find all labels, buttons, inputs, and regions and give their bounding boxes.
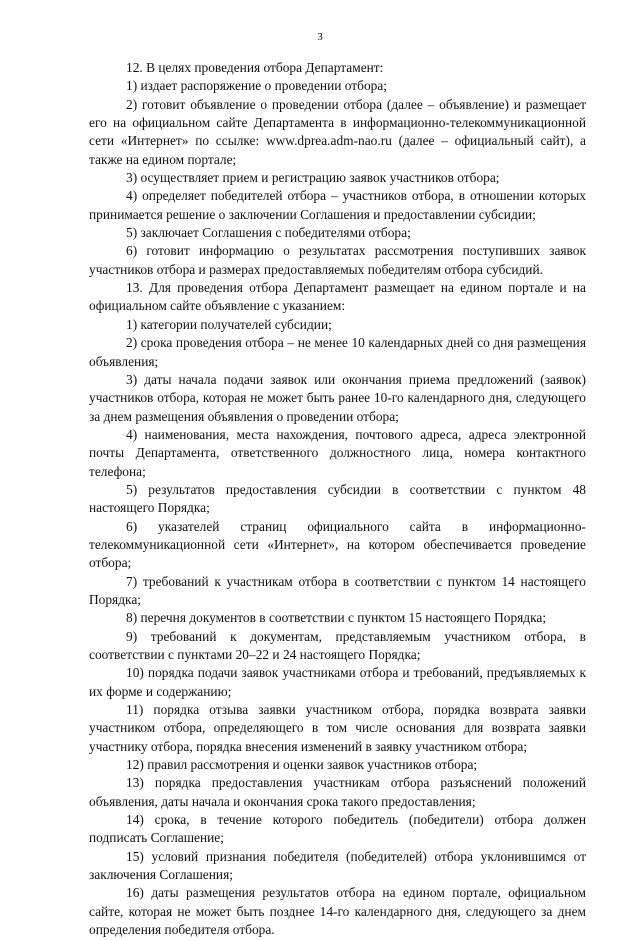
list-item-12-3: 3) осуществляет прием и регистрацию заявок участников отбора; <box>126 170 500 186</box>
list-item-13-12: 12) правил рассмотрения и оценки заявок участников отбора; <box>126 757 478 773</box>
list-item-13-1: 1) категории получателей субсидии; <box>126 316 332 332</box>
list-item-12-1: 1) издает распоряжение о проведении отбора; <box>126 78 388 94</box>
list-item-13-5: 5) результатов предоставления субсидии в соответствии с пунктом 48 настоящего Порядка; <box>89 481 586 516</box>
list-item-12-6: 6) готовит информацию о результатах рассмотрения поступивших заявок участников отбора и размерах предоставляемых победителям отбора субсидий. <box>89 243 586 277</box>
list-item-13-4: 4) наименования, места нахождения, почтового адреса, адреса электронной почты Департамента, ответственного должностного лица, номера контактного телефона; <box>89 426 586 479</box>
list-item-12-5: 5) заключает Соглашения с победителями отбора; <box>126 225 411 241</box>
list-item-13-8: 8) перечня документов в соответствии с пунктом 15 настоящего Порядка; <box>126 610 547 626</box>
list-item-13-7: 7) требований к участникам отбора в соответствии с пунктом 14 настоящего Порядка; <box>89 573 586 607</box>
list-item-13-16: 16) даты размещения результатов отбора на едином портале, официальном сайте, которая не может быть позднее 14-го календарного дня, следующего за днем определения победителя отбора. <box>89 885 586 938</box>
document-body <box>89 59 586 940</box>
list-item-13-6: 6) указателей страниц официального сайта в информационно-телекоммуникационной сети «Интернет», на котором обеспечивается проведение отбора; <box>89 518 586 571</box>
page-number: 3 <box>317 31 323 43</box>
list-item-13-10: 10) порядка подачи заявок участниками отбора и требований, предъявляемых к их форме и содержанию; <box>89 665 586 699</box>
list-item-13-2: 2) срока проведения отбора – не менее 10 календарных дней со дня размещения объявления; <box>89 335 586 369</box>
list-item-13-15: 15) условий признания победителя (победителей) отбора уклонившимся от заключения Соглашения; <box>89 848 586 883</box>
paragraph-13: 13. Для проведения отбора Департамент размещает на едином портале и на официальном сайте объявление с указанием: <box>89 280 586 314</box>
paragraph-12: 12. В целях проведения отбора Департамент: <box>126 60 384 75</box>
list-item-13-13: 13) порядка предоставления участникам отбора разъяснений положений объявления, даты начала и окончания срока такого предоставления; <box>89 775 586 809</box>
list-item-12-4: 4) определяет победителей отбора – участников отбора, в отношении которых принимается решение о заключении Соглашения и предоставлении субсидии; <box>89 188 586 222</box>
list-item-13-11: 11) порядка отзыва заявки участником отбора, порядка возврата заявки участником отбора, определяющего в том числе основания для возврата заявки участнику отбора, порядка внесения изменений в заявку участником отбора; <box>89 702 586 754</box>
list-item-12-2: 2) готовит объявление о проведении отбора (далее – объявление) и размещает его на официальном сайте Департамента в информационно-телекоммуникационной сети «Интернет» по ссылке: www.dprea.adm-nao.ru (далее – официальный сайт), а также на едином портале; <box>89 96 586 167</box>
list-item-13-9: 9) требований к документам, представляемым участником отбора, в соответствии с пунктами 20–22 и 24 настоящего Порядка; <box>89 628 586 662</box>
list-item-13-14: 14) срока, в течение которого победитель (победители) отбора должен подписать Соглашение; <box>89 812 586 846</box>
list-item-13-3: 3) даты начала подачи заявок или окончания приема предложений (заявок) участников отбора, которая не может быть ранее 10-го календарного дня, следующего за днем размещения объявления о проведении отбора; <box>89 371 586 424</box>
